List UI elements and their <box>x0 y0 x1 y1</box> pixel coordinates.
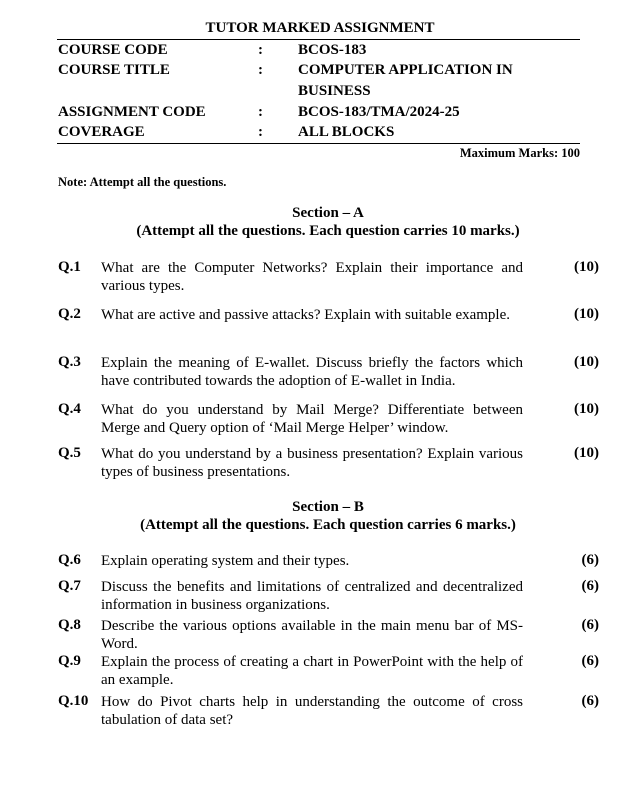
course-code-label: COURSE CODE <box>58 42 168 58</box>
question-marks: (6) <box>581 653 599 669</box>
question-marks: (6) <box>581 617 599 633</box>
document-title: TUTOR MARKED ASSIGNMENT <box>205 20 435 36</box>
note-text: Note: Attempt all the questions. <box>58 175 227 189</box>
question-text: Explain the process of creating a chart in PowerPoint with the help of an example. <box>101 654 523 688</box>
assignment-code-colon: : <box>258 104 263 120</box>
question-number: Q.8 <box>58 617 81 633</box>
question-text: What do you understand by Mail Merge? Differentiate between Merge and Query option of ‘Mail Merge Helper’ window. <box>101 402 523 436</box>
course-title-colon: : <box>258 62 263 78</box>
course-title-value: COMPUTER APPLICATION IN BUSINESS <box>298 62 513 99</box>
question-number: Q.7 <box>58 578 81 594</box>
question-marks: (6) <box>581 552 599 568</box>
question-number: Q.3 <box>58 354 81 370</box>
course-title-label: COURSE TITLE <box>58 62 170 78</box>
assignment-code-value: BCOS-183/TMA/2024-25 <box>298 104 460 120</box>
section-b-title: Section – B <box>292 499 364 515</box>
question-text: What are the Computer Networks? Explain their importance and various types. <box>101 260 523 294</box>
header-bottom-rule <box>57 143 580 144</box>
question-text: What are active and passive attacks? Explain with suitable example. <box>101 307 511 323</box>
question-number: Q.1 <box>58 259 81 275</box>
coverage-value: ALL BLOCKS <box>298 124 395 140</box>
coverage-colon: : <box>258 124 263 140</box>
coverage-label: COVERAGE <box>58 124 145 140</box>
question-marks: (6) <box>581 578 599 594</box>
section-b-instruction: (Attempt all the questions. Each question carries 6 marks.) <box>140 517 516 533</box>
question-number: Q.6 <box>58 552 81 568</box>
maximum-marks: Maximum Marks: 100 <box>459 146 580 160</box>
question-number: Q.2 <box>58 306 81 322</box>
question-marks: (6) <box>581 693 599 709</box>
question-marks: (10) <box>574 259 599 275</box>
question-text: Describe the various options available in the main menu bar of MS-Word. <box>101 618 523 652</box>
course-code-colon: : <box>258 42 263 58</box>
assignment-code-label: ASSIGNMENT CODE <box>58 104 206 120</box>
section-a-instruction: (Attempt all the questions. Each question carries 10 marks.) <box>136 223 520 239</box>
question-text: Discuss the benefits and limitations of centralized and decentralized information in business organizations. <box>101 579 523 613</box>
question-number: Q.4 <box>58 401 81 417</box>
question-marks: (10) <box>574 306 599 322</box>
section-a-title: Section – A <box>292 205 364 221</box>
question-number: Q.5 <box>58 445 81 461</box>
question-number: Q.10 <box>58 693 89 709</box>
question-text: How do Pivot charts help in understanding the outcome of cross tabulation of data set? <box>101 694 523 728</box>
question-text: Explain operating system and their types. <box>101 553 350 569</box>
course-code-value: BCOS-183 <box>298 42 367 58</box>
question-text: Explain the meaning of E-wallet. Discuss briefly the factors which have contributed towards the adoption of E-wallet in India. <box>101 355 523 389</box>
question-marks: (10) <box>574 445 599 461</box>
question-marks: (10) <box>574 401 599 417</box>
question-marks: (10) <box>574 354 599 370</box>
question-text: What do you understand by a business presentation? Explain various types of business presentations. <box>101 446 523 480</box>
question-number: Q.9 <box>58 653 81 669</box>
